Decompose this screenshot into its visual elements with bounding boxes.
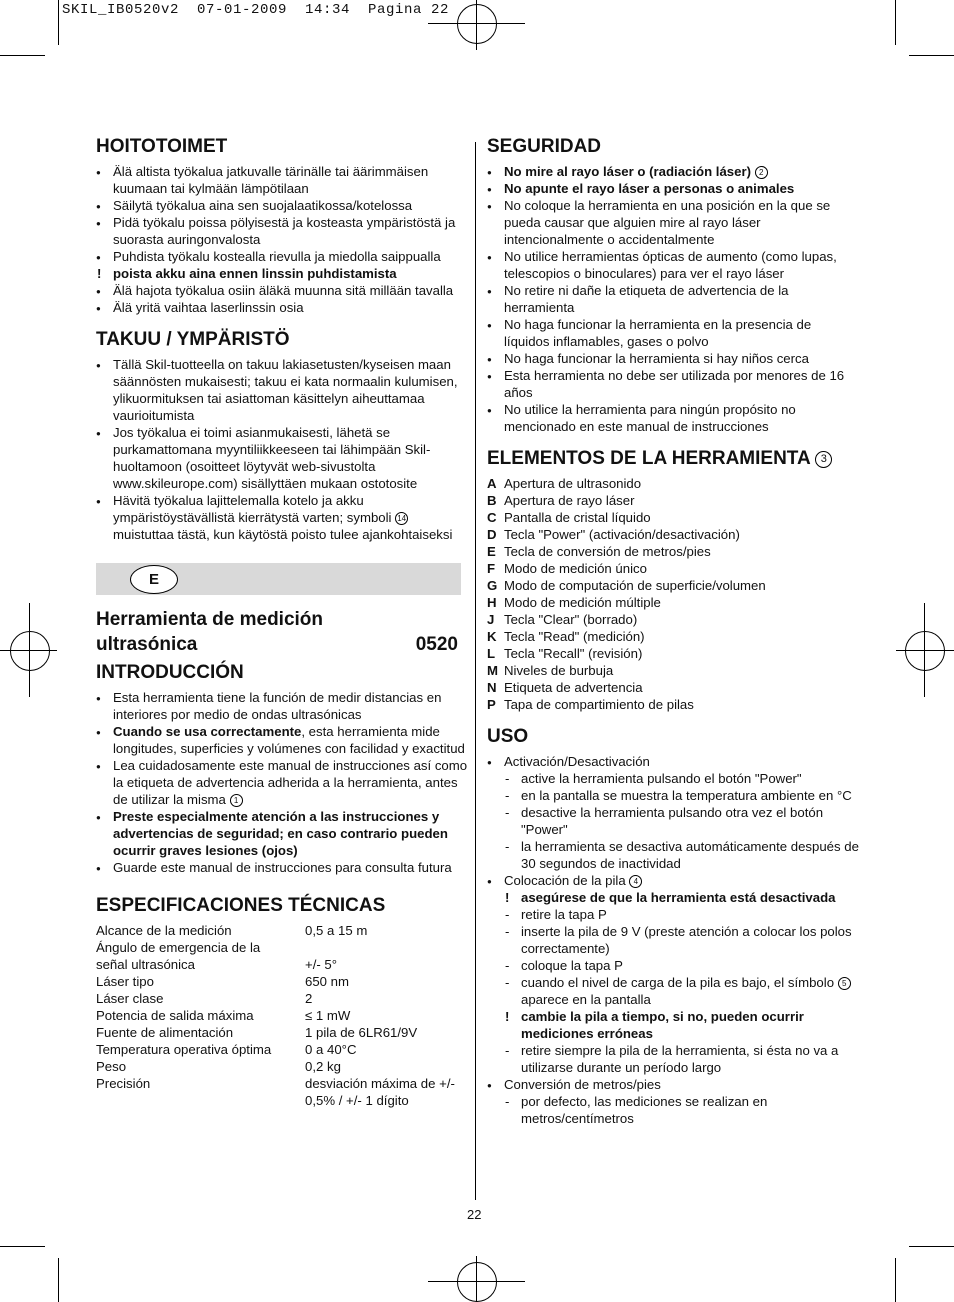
element-label: Modo de computación de superficie/volumen [504, 578, 766, 593]
sub-item: - por defecto, las mediciones se realizan en metros/centímetros [487, 1093, 859, 1127]
tool-model: 0520 [415, 634, 458, 655]
element-label: Apertura de rayo láser [504, 493, 635, 508]
takuu-list [96, 356, 468, 543]
list-item [96, 757, 468, 808]
list-item: ● Puhdista työkalu kostealla rievulla ja miedolla saippualla [96, 248, 468, 265]
spec-key: Peso [96, 1059, 127, 1074]
spec-row [96, 939, 468, 973]
element-row [487, 662, 859, 679]
crop-mark [895, 1258, 896, 1302]
crop-mark [895, 0, 896, 45]
section-title-uso: USO [487, 726, 529, 747]
list-item: ● Pidä työkalu poissa pölyisestä ja kosteasta ympäristöstä ja suorasta auringonvalosta [96, 214, 468, 248]
element-key: F [487, 561, 496, 576]
element-key: G [487, 578, 498, 593]
sub-item: - desactive la herramienta pulsando otra vez el botón "Power" [487, 804, 859, 838]
seguridad-list [487, 163, 859, 435]
element-row [487, 475, 859, 492]
list-item: ● No utilice herramientas ópticas de aumento (como lupas, telescopios o binoculares) para ver el rayo láser [487, 248, 859, 282]
print-header: SKIL_IB0520v2 07-01-2009 14:34 Pagina 22 [62, 2, 450, 18]
element-label: Niveles de burbuja [504, 663, 614, 678]
crop-mark [909, 1246, 954, 1247]
element-key: B [487, 493, 497, 508]
section-title-seguridad: SEGURIDAD [487, 136, 602, 157]
list-item: ● Tällä Skil-tuotteella on takuu lakiasetusten/kyseisen maan säännösten mukaisesti; takuu ei kata normaalin kulumisen, ylikuormituksen tai asiattoman käsittelyn aiheuttamaa vaurioitumista [96, 356, 468, 424]
element-row [487, 543, 859, 560]
list-item: ● Älä altista työkalua jatkuvalle tärinälle tai äärimmäisen kuumaan tai kylmään lämpötilaan [96, 163, 468, 197]
list-item: ● Activación/Desactivación [487, 753, 859, 770]
list-item: ● Preste especialmente atención a las instrucciones y advertencias de seguridad; en caso contrario pueden ocurrir graves lesiones (ojos) [96, 808, 468, 859]
element-key: C [487, 510, 497, 525]
list-item: ● Guarde este manual de instrucciones para consulta futura [96, 859, 468, 876]
spec-row [96, 973, 468, 990]
list-item: ● Älä yritä vaihtaa laserlinssin osia [96, 299, 468, 316]
element-row [487, 509, 859, 526]
spec-row [96, 1075, 468, 1109]
list-item: ● No haga funcionar la herramienta en la presencia de líquidos inflamables, gases o polvo [487, 316, 859, 350]
tool-title-line2: ultrasónica [96, 634, 198, 655]
section-title-takuu: TAKUU / YMPÄRISTÖ [96, 329, 290, 350]
figure-ref: 2 [755, 166, 768, 179]
element-label: Tapa de compartimiento de pilas [504, 697, 694, 712]
crop-mark [58, 1258, 59, 1302]
list-item [96, 492, 468, 543]
section-title-elementos [487, 448, 859, 470]
element-key: H [487, 595, 497, 610]
element-key: E [487, 544, 496, 559]
tool-title [96, 607, 458, 657]
crop-mark [0, 55, 45, 56]
spec-row [96, 1041, 468, 1058]
item-text: muistuttaa tästä, kun käytöstä poisto tulee ajankohtaiseksi [113, 527, 453, 542]
sub-item: - en la pantalla se muestra la temperatura ambiente en °C [487, 787, 859, 804]
list-item: ● Conversión de metros/pies [487, 1076, 859, 1093]
spec-key: Ángulo de emergencia de la señal ultrasónica [96, 940, 261, 972]
element-row [487, 679, 859, 696]
item-text-bold: Cuando se usa correctamente [113, 724, 302, 739]
item-text: Lea cuidadosamente este manual de instrucciones así como la etiqueta de advertencia adherida a la herramienta, antes de utilizar la misma [113, 758, 468, 807]
spec-value: desviación máxima de +/- 0,5% / +/- 1 dígito [305, 1076, 455, 1108]
spec-key: Alcance de la medición [96, 923, 232, 938]
item-text: Hävitä työkalua lajittelemalla kotelo ja akku ympäristöystävällistä kierrätystä varten; symboli [113, 493, 392, 525]
spec-value: 650 nm [305, 974, 349, 989]
spec-key: Potencia de salida máxima [96, 1008, 254, 1023]
element-label: Modo de medición único [504, 561, 647, 576]
figure-ref: 1 [230, 794, 243, 807]
language-bar [96, 563, 461, 595]
spec-value: 0,2 kg [305, 1059, 341, 1074]
uso-list [487, 753, 859, 1127]
spec-row [96, 922, 468, 939]
intro-list [96, 689, 468, 876]
element-key: A [487, 476, 497, 491]
list-item [96, 723, 468, 757]
element-row [487, 645, 859, 662]
list-item [487, 163, 859, 180]
element-label: Pantalla de cristal líquido [504, 510, 651, 525]
warning-item: ! cambie la pila a tiempo, si no, pueden ocurrir mediciones erróneas [487, 1008, 859, 1042]
element-label: Tecla "Clear" (borrado) [504, 612, 638, 627]
item-text: No mire al rayo láser o (radiación láser) [504, 164, 752, 179]
element-label: Modo de medición múltiple [504, 595, 661, 610]
spec-row [96, 990, 468, 1007]
column-divider [475, 142, 476, 1200]
element-key: M [487, 663, 498, 678]
element-row [487, 526, 859, 543]
figure-ref: 3 [815, 451, 832, 468]
spec-row [96, 1024, 468, 1041]
element-key: N [487, 680, 497, 695]
element-row [487, 594, 859, 611]
figure-ref: 5 [838, 977, 851, 990]
item-text: Colocación de la pila [504, 873, 626, 888]
element-key: P [487, 697, 496, 712]
crop-mark [909, 55, 954, 56]
sub-item [487, 974, 859, 1008]
element-key: L [487, 646, 496, 661]
tool-title-line1: Herramienta de medición [96, 609, 324, 630]
spec-key: Temperatura operativa óptima [96, 1042, 272, 1057]
element-label: Apertura de ultrasonido [504, 476, 642, 491]
left-column [96, 136, 468, 1109]
elementos-list [487, 475, 859, 713]
element-row [487, 611, 859, 628]
section-title-text: ELEMENTOS DE LA HERRAMIENTA [487, 448, 811, 469]
spec-value: 2 [305, 991, 313, 1006]
figure-ref: 4 [629, 875, 642, 888]
specs-table [96, 922, 468, 1109]
spec-value: 1 pila de 6LR61/9V [305, 1025, 418, 1040]
list-item: ● Jos työkalua ei toimi asianmukaisesti, lähetä se purkamattomana myyntiliikkeeseen tai lähimpään Skil-huoltamoon (osoitteet löytyvät web-sivustolta www.skileurope.com) sisällyttäen mukaan ostotosite [96, 424, 468, 492]
list-item [487, 872, 859, 889]
language-badge: E [130, 565, 178, 594]
list-item: ● No haga funcionar la herramienta si hay niños cerca [487, 350, 859, 367]
list-item: ● Esta herramienta no debe ser utilizada por menores de 16 años [487, 367, 859, 401]
sub-item: - coloque la tapa P [487, 957, 859, 974]
list-item: ● Esta herramienta tiene la función de medir distancias en interiores por medio de ondas ultrasónicas [96, 689, 468, 723]
element-key: D [487, 527, 497, 542]
element-label: Tecla de conversión de metros/pies [504, 544, 711, 559]
spec-key: Precisión [96, 1076, 151, 1091]
element-row [487, 628, 859, 645]
spec-row [96, 1007, 468, 1024]
page-number: 22 [467, 1207, 482, 1222]
sub-item: - inserte la pila de 9 V (preste atención a colocar los polos correctamente) [487, 923, 859, 957]
item-text: cuando el nivel de carga de la pila es bajo, el símbolo [521, 975, 835, 990]
element-row [487, 696, 859, 713]
spec-key: Láser clase [96, 991, 164, 1006]
element-key: K [487, 629, 497, 644]
sub-item: - active la herramienta pulsando el botón "Power" [487, 770, 859, 787]
right-column [487, 136, 859, 1127]
element-label: Tecla "Read" (medición) [504, 629, 645, 644]
list-item: ● No coloque la herramienta en una posición en la que se pueda causar que alguien mire al rayo láser intencionalmente o accidentalmente [487, 197, 859, 248]
element-label: Etiqueta de advertencia [504, 680, 643, 695]
warning-item: ! asegúrese de que la herramienta está desactivada [487, 889, 859, 906]
sub-item: - retire siempre la pila de la herramienta, si ésta no va a utilizarse durante un período largo [487, 1042, 859, 1076]
element-row [487, 577, 859, 594]
spec-key: Láser tipo [96, 974, 154, 989]
crop-mark [0, 1246, 45, 1247]
sub-item: - retire la tapa P [487, 906, 859, 923]
spec-key: Fuente de alimentación [96, 1025, 234, 1040]
warning-item: ! poista akku aina ennen linssin puhdistamista [96, 265, 468, 282]
sub-item: - la herramienta se desactiva automáticamente después de 30 segundos de inactividad [487, 838, 859, 872]
element-label: Tecla "Power" (activación/desactivación) [504, 527, 740, 542]
list-item: ● No apunte el rayo láser a personas o animales [487, 180, 859, 197]
element-row [487, 492, 859, 509]
spec-value: ≤ 1 mW [305, 1008, 351, 1023]
crop-mark [58, 0, 59, 45]
spec-value: +/- 5° [305, 957, 338, 972]
list-item: ● Älä hajota työkalua osiin äläkä muunna sitä millään tavalla [96, 282, 468, 299]
item-text: , esta herramienta mide longitudes, superficies y volúmenes con facilidad y exactitud [113, 724, 465, 756]
item-text: aparece en la pantalla [521, 992, 651, 1007]
spec-value: 0,5 a 15 m [305, 923, 368, 938]
section-title-intro: INTRODUCCIÓN [96, 662, 244, 683]
element-label: Tecla "Recall" (revisión) [504, 646, 643, 661]
spec-value: 0 a 40°C [305, 1042, 357, 1057]
element-row [487, 560, 859, 577]
list-item: ● Säilytä työkalua aina sen suojalaatikossa/kotelossa [96, 197, 468, 214]
figure-ref: 14 [395, 512, 408, 525]
element-key: J [487, 612, 495, 627]
section-title-hoitotoimet: HOITOTOIMET [96, 136, 228, 157]
list-item: ● No utilice la herramienta para ningún propósito no mencionado en este manual de instrucciones [487, 401, 859, 435]
section-title-specs: ESPECIFICACIONES TÉCNICAS [96, 895, 386, 916]
list-item: ● No retire ni dañe la etiqueta de advertencia de la herramienta [487, 282, 859, 316]
hoitotoimet-list [96, 163, 468, 316]
spec-row [96, 1058, 468, 1075]
